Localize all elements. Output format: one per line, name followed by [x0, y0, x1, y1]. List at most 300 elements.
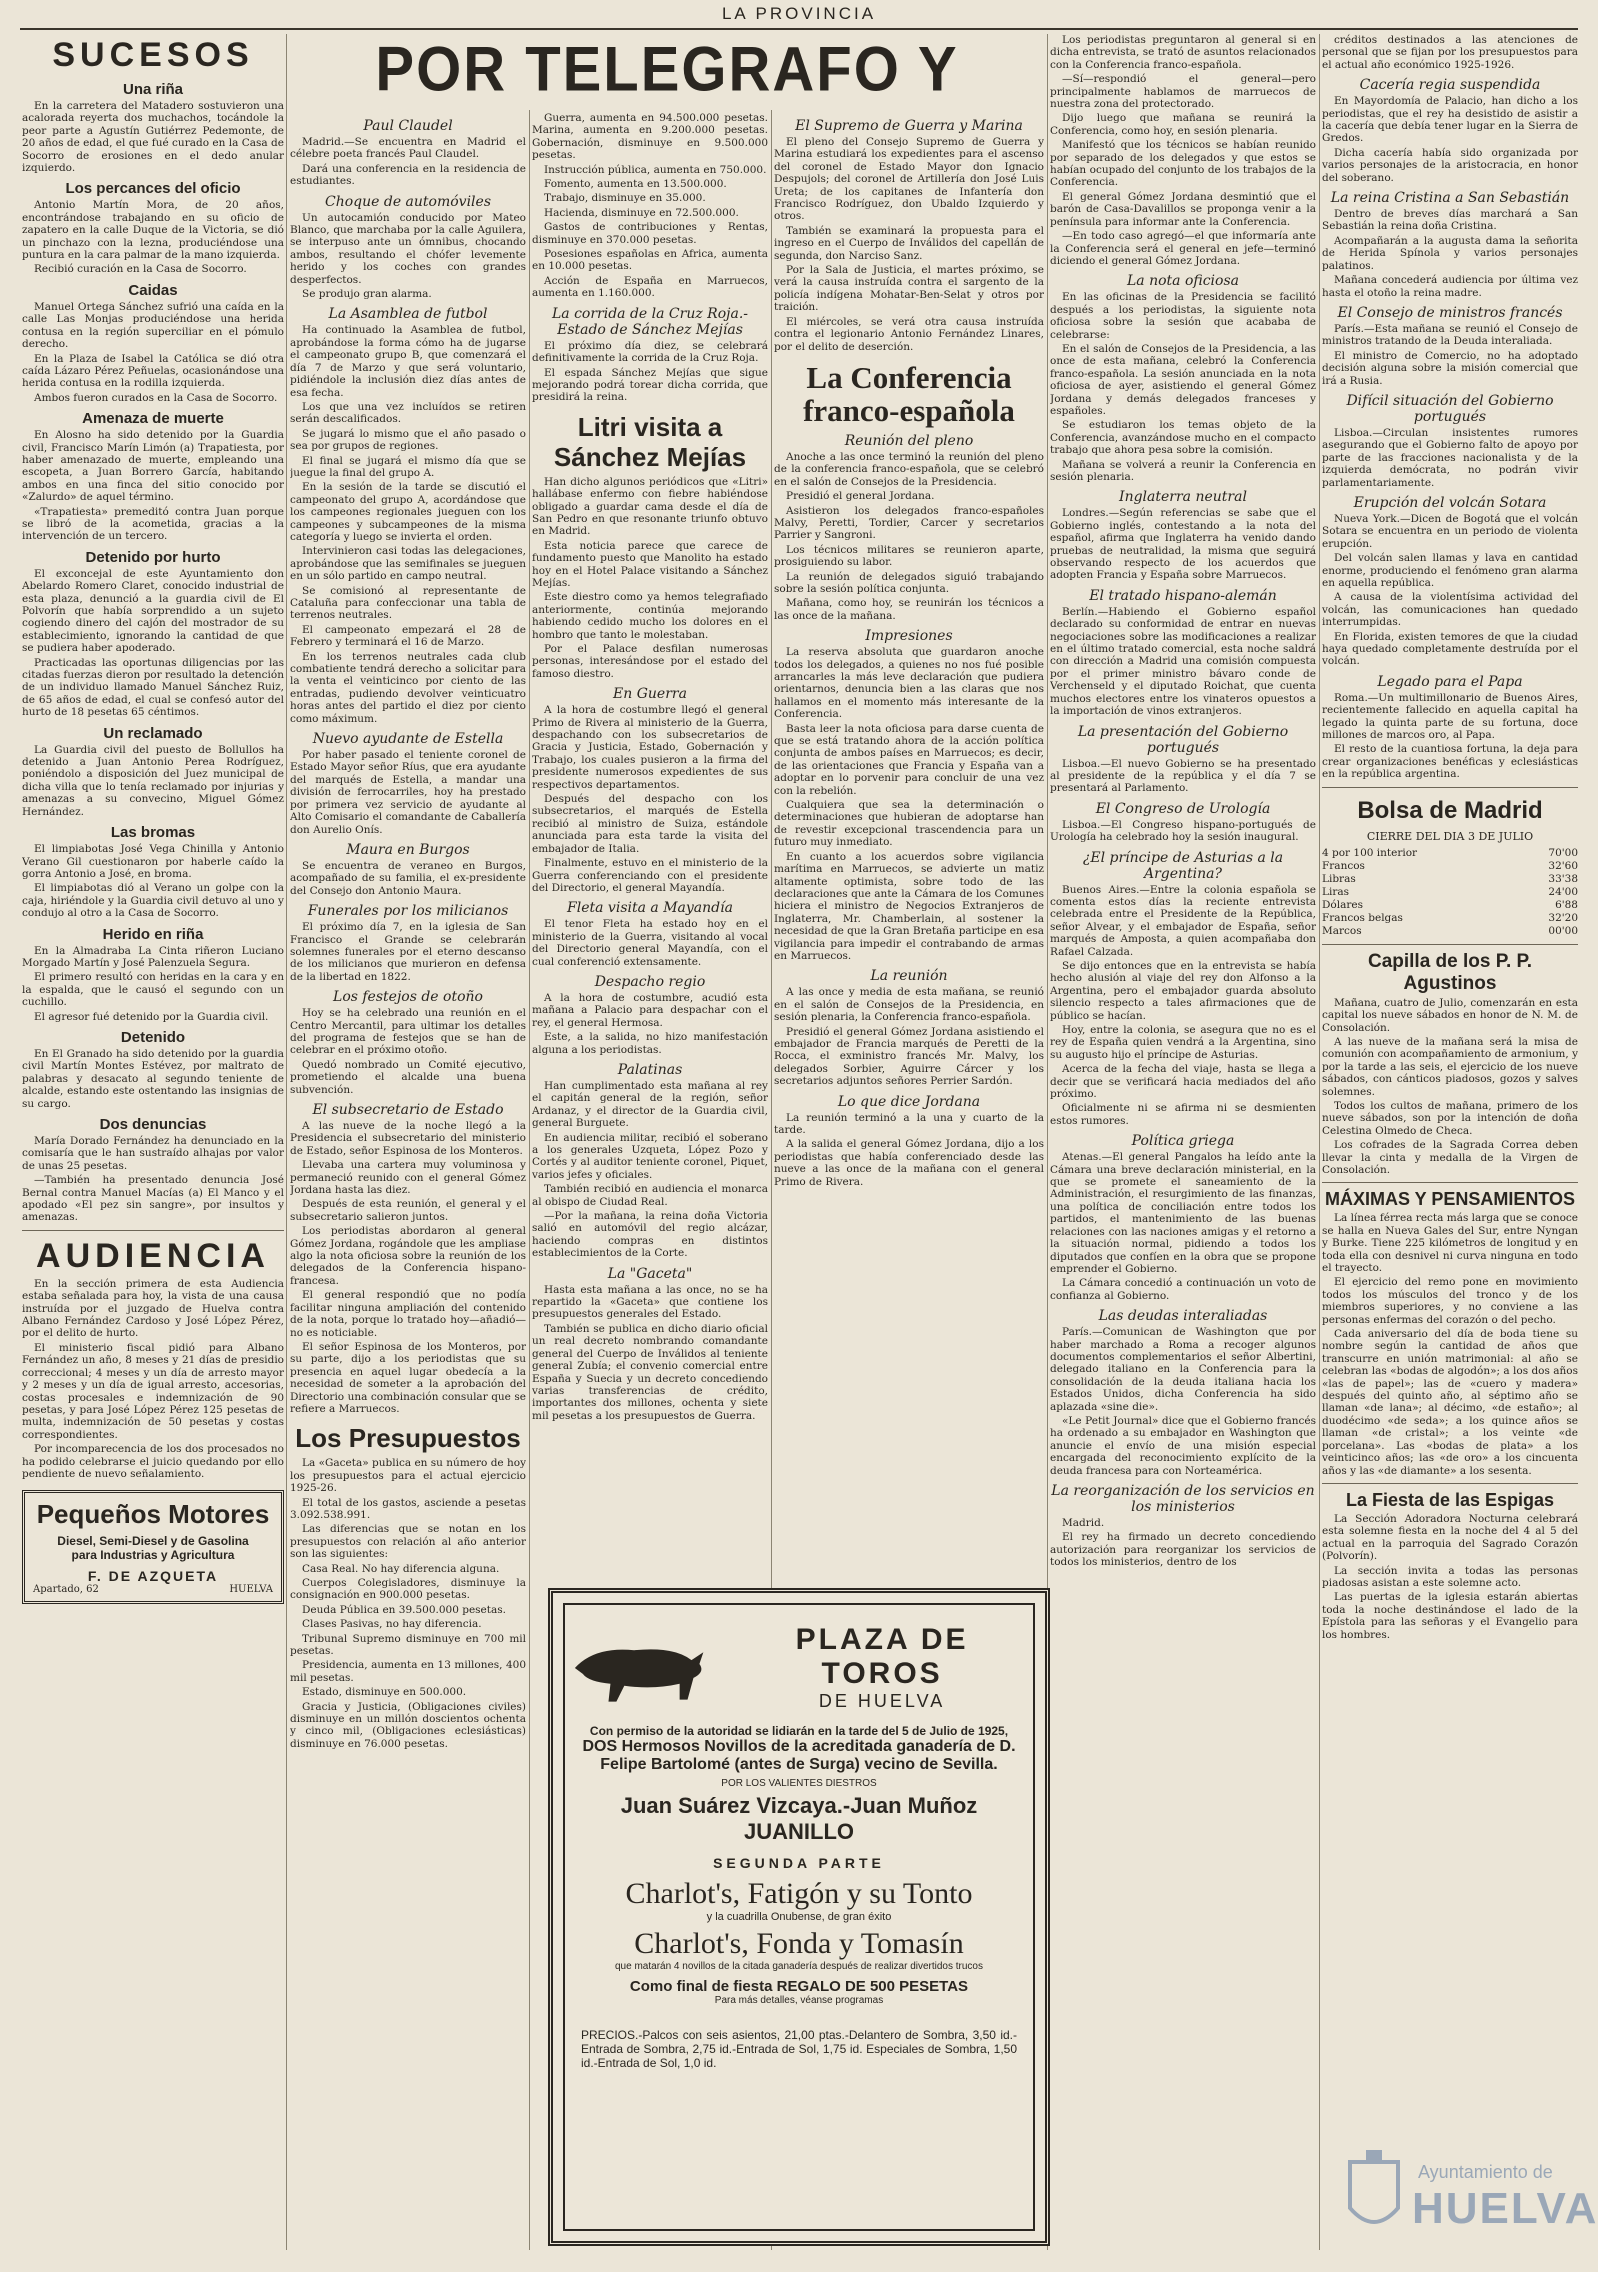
article [1050, 801, 1316, 844]
paragraph: Se encuentra de veraneo en Burgos, acompañado de su familia, el ex-presidente del Consejo don Antonio Maura. [290, 859, 526, 897]
section-title: La Conferencia franco-española [803, 359, 1015, 428]
article-heading: Las deudas interaliadas [1098, 1308, 1268, 1325]
column-rule [286, 34, 287, 2250]
article [1050, 1308, 1316, 1477]
paragraph: El espada Sánchez Mejías que sigue mejorando podrá torear dicha corrida, que presidirá la reina. [532, 366, 768, 404]
paragraph: Hasta esta mañana a las once, no se ha repartido la «Gaceta» que contiene los presupuestos generales del Estado. [532, 1283, 768, 1321]
paragraph: Han dicho algunos periódicos que «Litri» hallábase enfermo con fiebre habiéndose obligado a guardar cama desde el día de San Pedro en que resonante triunfo obtuvo en Madrid. [532, 475, 768, 538]
article-heading: Legado para el Papa [1377, 673, 1523, 690]
paragraph: El campeonato empezará el 28 de Febrero y terminará el 16 de Marzo. [290, 623, 526, 649]
paragraph: El general Gómez Jordana desmintió que el barón de Casa-Davalillos se propongа venir a la península para informar ante la Conferencia. [1050, 190, 1316, 228]
maximas-title: MÁXIMAS Y PENSAMIENTOS [1324, 1189, 1576, 1210]
article [774, 968, 1044, 1087]
article-heading: En Guerra [613, 686, 687, 703]
bolsa-label: Marcos [1322, 924, 1362, 937]
article [22, 282, 284, 404]
bolsa-value: 24'00 [1548, 885, 1578, 898]
paragraph: Manifestó que los técnicos se habían reunido por separado de los delegados y que estos se habían ocupado del conjunto de los trabajos de la Conferencia. [1050, 139, 1316, 189]
bolsa-row [1322, 899, 1578, 912]
article-heading: El Congreso de Urología [1095, 800, 1271, 817]
article-heading: Detenido por hurto [85, 548, 221, 566]
paragraph: Berlín.—Habiendo el Gobierno español declarado su conformidad de entrar en nuevas negociaciones sobre las modificaciones a realizar en el último tratado comercial, esta noche saldrá con dirección a Madrid una comisión compuesta por el primer ministro bávaro conde de Verchenseld y el diputado Roichat, que cuenta muchos electores entre los vinateros opuestos a la importación de vinos extranjeros. [1050, 605, 1316, 718]
ad-line: F. DE AZQUETA [87, 1568, 219, 1585]
paragraph: El total de los gastos, asciende a pesetas 3.092.538.991. [290, 1496, 526, 1521]
article [774, 433, 1044, 622]
paragraph: Cualquiera que sea la determinación o determinaciones que hubieran de adoptarse han de revestir excepcional trascendencia para un futuro muy inmediato. [774, 799, 1044, 849]
paragraph: Presidió el general Jordana. [786, 490, 935, 503]
ad-prices: PRECIOS.-Palcos con seis asientos, 21,00 ptas.-Delantero de Sombra, 3,50 id.-Entrada de Sombra, 2,75 id.-Entrada de Sol, 1,75 id. Especiales de Sombra, 1,50 id.-Entrada de Sol, 1,0 id. [581, 2028, 1017, 2070]
article [290, 842, 526, 897]
paragraph: El ejercicio del remo pone en movimiento todos los músculos del tronco y de los miembros superiores, y no conviene a las personas enfermas del corazón o del pecho. [1322, 1276, 1578, 1326]
article [290, 1102, 526, 1415]
paragraph: Recibió curación en la Casa de Socorro. [34, 263, 247, 276]
article-heading: La corrida de la Cruz Roja.-Estado de Sánchez Mejías [551, 305, 749, 338]
bolsa-label: 4 por 100 interior [1322, 846, 1418, 859]
paragraph: Presidió el general Gómez Jordana asistiendo el embajador de Francia marqués de Peretti de la Rocca, el exministro francés Mr. Malvy, los delegados Sorbier, Aguirre Cárcer y los secretarios adjuntos señores Perrier Sardón. [774, 1025, 1044, 1088]
ad-line: que matarán 4 novillos de la citada ganadería después de realizar divertidos trucos [615, 1961, 983, 1972]
paragraph: El miércoles, se verá otra causa instruída contra el legionario Antonio Fernández Linares, por el delito de deserción. [774, 315, 1044, 353]
bolsa-row [1322, 847, 1578, 860]
section-title: Los Presupuestos [295, 1423, 521, 1454]
paragraph: Los que una vez incluídos se retiren serán descalificados. [290, 400, 526, 426]
paragraph: Este diestro como ya hemos telegrafiado anteriormente, continúa mejorando habiendo cedido mucho los dolores en el hombro que tanto le molestaban. [532, 591, 768, 641]
article-heading: Dos denuncias [99, 1116, 207, 1133]
article-heading: Amenaza de muerte [82, 410, 224, 428]
presupuestos-body [290, 1457, 526, 1750]
article [22, 81, 284, 174]
paragraph: Casa Real. No hay diferencia alguna. [302, 1562, 500, 1575]
paragraph: Presidencia, aumenta en 13 millones, 400 mil pesetas. [290, 1659, 526, 1684]
bolsa-label: Dólares [1322, 898, 1363, 911]
paragraph: Nueva York.—Dicen de Bogotá que el volcán Sotara se encuentra en un periodo de violenta erupción. [1322, 512, 1578, 550]
article-heading: Una riña [122, 81, 183, 98]
divider [1322, 944, 1578, 945]
bolsa-value: 32'60 [1548, 859, 1578, 872]
paragraph: Los técnicos militares se reunieron aparte, prosiguiendo su labor. [774, 543, 1044, 569]
ad-line: Apartado, 62 [33, 1584, 99, 1596]
paragraph: A la hora de costumbre llegó el general Primo de Rivera al ministerio de la Guerra, despachando con los subsecretarios de Gracia y Justicia, Estado, Gobernación y Trabajo, los cuales pusieron a la firma del presidente numerosos expedientes de sus respectivos departamentos. [532, 704, 768, 791]
article [532, 686, 768, 894]
paragraph: Estado, disminuye en 500.000. [302, 1686, 467, 1699]
column-rule [529, 110, 530, 2250]
paragraph: A las nueve de la noche llegó a la Presidencia el subsecretario del ministerio de Estado, señor Espinosa de los Monteros. [290, 1120, 526, 1157]
paragraph: A la hora de costumbre, acudió esta mañana a Palacio para despachar con el rey, el general Hermosa. [532, 991, 768, 1029]
paragraph: Se produjo gran alarma. [302, 288, 432, 301]
article [1050, 489, 1316, 581]
article-heading: Detenido [120, 1028, 186, 1046]
paragraph: El limpiabotas José Vega Chinilla y Antonio Verano Gil cuestionaron por haberle caído la gorra Antonio a José, en broma. [22, 843, 284, 880]
paragraph: Dijo luego que mañana se reunirá la Conferencia, como hoy, en sesión plenaria. [1050, 112, 1316, 137]
col2-list [290, 118, 526, 1415]
paragraph: La línea férrea recta más larga que se conoce se halla en Nueva Gales del Sur, entre Nyngan y Burke. Tiene 225 kilómetros de longitud y en toda ella con desnivel ni curva ninguna en todo el trayecto. [1322, 1212, 1578, 1274]
paragraph: En la Plaza de Isabel la Católica se dió otra caída Lázaro Pérez Peñuelas, ocasionándose una herida contusa en la rodilla izquierda. [22, 352, 284, 390]
paragraph: El ministerio fiscal pidió para Albano Fernández un año, 8 meses y 21 días de presidio correccional; 4 meses y un día de arresto mayor y 2 meses y un día de igual arresto, accesorias, costas procesales e indemnización de 90 pesetas, y para José López Pérez 125 pesetas de multa, indemnización de 50 pesetas y costas correspondientes. [22, 1341, 284, 1441]
paragraph: París.—Esta mañana se reunió el Consejo de ministros tratando de la Deuda interaliada. [1322, 322, 1578, 348]
paragraph: Por incomparecencia de los dos procesados no ha podido celebrarse el juicio quedando por ello pendiente de nuevo señalamiento. [22, 1443, 284, 1480]
bolsa-label: Libras [1322, 872, 1356, 885]
article [774, 1094, 1044, 1188]
ad-title: PLAZA DE TOROS [795, 1623, 969, 1690]
paragraph: Ha continuado la Asamblea de futbol, aprobándose la forma cómo ha de jugarse el campeonato grupo B, que comenzará el día 7 de Marzo y que será voluntario, pidiéndole la inclusión diez días antes de esa fecha. [290, 324, 526, 399]
article [22, 725, 284, 818]
article [1050, 273, 1316, 483]
article-heading: Caidas [128, 281, 178, 299]
article-heading: Las bromas [110, 824, 196, 842]
ad-line: POR LOS VALIENTES DIESTROS [721, 1778, 877, 1789]
article [1322, 393, 1578, 489]
watermark-line: Ayuntamiento de [1418, 2162, 1553, 2182]
bolsa-row [1322, 873, 1578, 886]
article [532, 974, 768, 1056]
paragraph: Lisboa.—El nuevo Gobierno se ha presentado al presidente de la república y el día 7 se presentará al Parlamento. [1050, 757, 1316, 795]
column-6 [1322, 34, 1578, 2250]
bolsa-row [1322, 886, 1578, 899]
paragraph: El final se jugará el mismo día que se juegue la final del grupo A. [290, 454, 526, 479]
paragraph: El exconcejal de este Ayuntamiento don Abelardo Romero Claret, conocido industrial de esta plaza, denunció a la guardia civil de El Polvorín que había sorprendido a un sujeto cogiendo dinero del cajón del mostrador de su establecimiento, ignorando la cantidad de que se pudiera haber apoderado. [22, 567, 284, 655]
article [22, 549, 284, 719]
paragraph: Madrid.—Se encuentra en Madrid el célebre poeta francés Paul Claudel. [290, 136, 526, 161]
bolsa-label: Francos [1322, 859, 1365, 872]
paragraph: Las diferencias que se notan en los presupuestos con relación al año anterior son las siguientes: [290, 1523, 526, 1561]
paragraph: Los cofrades de la Sagrada Correa deben llevar la cinta y medalla de la Virgen de Consolación. [1322, 1139, 1578, 1176]
paragraph: El pleno del Consejo Supremo de Guerra y Marina estudiará los expedientes para el ascenso del coronel de Estado Mayor don Ignacio Despujols; del coronel de Artillería don José Luis Ureta; de los capitanes de Infantería don Francisco Rodríguez, don Ubaldo Izquierdo y otros. [774, 136, 1044, 223]
paragraph: Mañana se volverá a reunir la Conferencia en sesión plenaria. [1050, 458, 1316, 483]
article-heading: Erupción del volcán Sotara [1353, 494, 1547, 511]
article-heading: Nuevo ayudante de Estella [312, 731, 504, 748]
article [1322, 34, 1578, 71]
paragraph: Esta noticia parece que carece de fundamento puesto que Manolito ha estado hoy en el Hotel Palace visitando a Sánchez Mejías. [532, 539, 768, 589]
paragraph: La Guardia civil del puesto de Bollullos ha detenido a Juan Antonio Perea Rodríguez, poniéndolo a disposición del Juez municipal de dicha villa que lo tenía reclamado por injurias y amenazas a su convecino, Miguel Gómez Hernández. [22, 743, 284, 818]
paragraph: También se publica en dicho diario oficial un real decreto nombrando comandante general del Cuerpo de Inválidos al teniente general Zubía; el convenio comercial entre España y Suecia y un decreto concediendo varias transferencias de crédito, importantes dos millones, ochenta y siete mil pesetas a los presupuestos de Guerra. [532, 1322, 768, 1422]
paragraph: En Florida, existen temores de que la ciudad haya quedado completamente destruída por el volcán. [1322, 630, 1578, 668]
paragraph: La «Gaceta» publica en su número de hoy los presupuestos para el actual ejercicio 1925-26. [290, 1457, 526, 1495]
col3b-list [532, 686, 768, 1422]
article [1050, 1133, 1316, 1302]
article [1322, 77, 1578, 184]
watermark-ayuntamiento [1344, 2140, 1598, 2258]
paragraph: Londres.—Según referencias se sabe que el Gobierno inglés, contestando a la nota del español, afirma que Inglaterra ha venido dando pruebas de neutralidad, la misma que seguirá observando respecto de los acuerdos que adopten Francia y España sobre Marruecos. [1050, 507, 1316, 582]
paragraph: La sección invita a todas las personas piadosas asistan a este solemne acto. [1322, 1564, 1578, 1589]
paragraph: Gastos de contribuciones y Rentas, disminuye en 370.000 pesetas. [532, 221, 768, 246]
paragraph: Hoy, entre la colonia, se asegura que no es el rey de España quien vendrá a la Argentina, sino su augusto hijo el príncipe de Asturias. [1050, 1024, 1316, 1061]
col4a-list [774, 118, 1044, 353]
paragraph: Roma.—Un multimillonario de Buenos Aires, recientemente fallecido en aquella capital ha legado la quinta parte de su fortuna, doce millones de marcos oro, al Papa. [1322, 691, 1578, 742]
paragraph: Atenas.—El general Pangalos ha leído ante la Cámara una breve declaración ministerial, en la que se promete el saneamiento de la Administración, el resurgimiento de las finanzas, una política de conciliación entre todos los partidos, el mantenimiento de las buenas relaciones con las naciones amigas y el retorno a la situación normal, pidiendo a todos los diputados que confíen en la obra que se propone emprender el Gobierno. [1050, 1151, 1316, 1275]
paragraph: Tribunal Supremo disminuye en 700 mil pesetas. [290, 1632, 526, 1658]
article-heading: El tratado hispano-alemán [1089, 587, 1277, 604]
paragraph: A las nueve de la mañana será la misa de comunión con acompañamiento de armonium, y por la tarde a las seis, el ejercicio de los nueve sábados, con cánticos piadosos, gozos y salves solemnes. [1322, 1035, 1578, 1098]
article-heading: Política griega [1131, 1133, 1235, 1150]
ad-title: Pequeños Motores [36, 1499, 270, 1530]
paragraph: María Dorado Fernández ha denunciado en la comisaría que le han sustraído alhajas por valor de unas 25 pesetas. [22, 1135, 284, 1172]
article [532, 1266, 768, 1422]
article-heading: Despacho regio [594, 973, 706, 990]
article-heading: La reunión [870, 968, 948, 985]
article-heading: La presentación del Gobierno portugués [1077, 723, 1289, 756]
paragraph: El limpiabotas dió al Verano un golpe con la caja, hiriéndole y la Guardia civil detuvo al uno y condujo al otro a la Casa de Socorro. [22, 882, 284, 920]
paragraph: El agresor fué detenido por la Guardia civil. [34, 1010, 269, 1023]
capilla-body [1322, 997, 1578, 1177]
paragraph: El rey ha firmado un decreto concediendo autorización para reorganizar los servicios de todos los ministerios, dentro de los [1050, 1531, 1316, 1569]
article [22, 926, 284, 1023]
paragraph: A causa de la violentísima actividad del volcán, las comunicaciones han quedado interrumpidas. [1322, 591, 1578, 629]
article [1050, 724, 1316, 795]
paragraph: Clases Pasivas, no hay diferencia. [302, 1618, 482, 1631]
ad-plaza-de-toros [548, 1588, 1050, 2246]
paragraph: Dentro de breves días marchará a San Sebastián la reina doña Cristina. [1322, 208, 1578, 233]
paragraph: Lisboa.—Circulan insistentes rumores asegurando que el Gobierno falto de apoyo por parte de las fracciones nacionalista y de la izquierda demócrata, no podrán vivir parlamentariamente. [1322, 426, 1578, 489]
paragraph: Oficialmente ni se afirma ni se desmienten estos rumores. [1050, 1102, 1316, 1127]
paragraph: En Alosno ha sido detenido por la Guardia civil, Francisco Marín Limón (a) Trapatiesta, por haber amenazado de muerte, empleando una escopeta, a Juan Borrero García, habitando ambos en una finca del sitio conocido por «Zalurdo» de aquel término. [22, 429, 284, 504]
ad-line: HUELVA [229, 1584, 273, 1596]
ad-line: Charlot's, Fonda y Tomasín [634, 1927, 964, 1960]
paragraph: El resto de la cuantiosa fortuna, la deja para crear organizaciones benéficas y eclesiásticas en la república argentina. [1322, 743, 1578, 781]
paragraph: Antonio Martín Mora, de 20 años, encontrándose trabajando en su oficio de zapatero en la calle Duque de la Victoria, se dió un pinchazo con la lezna, produciéndose una puntura en la cara palmar de la mano izquierda. [22, 199, 284, 262]
article [1050, 588, 1316, 718]
section-title: Litri visita a Sánchez Mejías [553, 411, 747, 472]
paragraph: Ambos fueron curados en la Casa de Socorro. [34, 391, 278, 404]
paragraph: Un autocamión conducido por Mateo Blanco, que marchaba por la calle Aguilera, se interpuso ante un ómnibus, chocando ambos, resultando el chófer levemente herido y los coches con grandes desperfectos. [290, 211, 526, 286]
ad-line: Para más detalles, véanse programas [714, 1995, 884, 2006]
article [22, 824, 284, 919]
article [532, 900, 768, 968]
article [290, 989, 526, 1096]
article [1322, 305, 1578, 387]
col3-list [532, 112, 768, 404]
bull-icon [565, 1628, 713, 1708]
paragraph: créditos destinados a las atenciones de personal que se fijan por los presupuestos para el actual año económico 1925-1926. [1322, 34, 1578, 71]
paragraph: Por la Sala de Justicia, el martes próximo, se verá la causa instruída contra el sargento de la policía indígena Mohatar-Ben-Selat y otros por traición. [774, 264, 1044, 314]
paragraph: En Mayordomía de Palacio, han dicho a los periodistas, que el rey ha desistido de asistir a la cacería que debía tener lugar en la Sierra de Gredos. [1322, 95, 1578, 145]
article [22, 1116, 284, 1224]
article [290, 194, 526, 301]
paragraph: Mañana concederá audiencia por última vez hasta el otoño la reina madre. [1322, 274, 1578, 299]
paragraph: Madrid. [1062, 1517, 1105, 1529]
paragraph: La reunión terminó a la una y cuarto de la tarde. [774, 1111, 1044, 1136]
column-2 [290, 112, 526, 2250]
bolsa-label: Liras [1322, 885, 1349, 898]
paragraph: Anoche a las once terminó la reunión del pleno de la conferencia franco-española, que se celebró en el salón de Consejos de la Presidencia. [774, 450, 1044, 488]
paragraph: A la salida el general Gómez Jordana, dijo a los periodistas que había conferenciado desde las nueve a las once de la mañana con el general Primo de Rivera. [774, 1138, 1044, 1188]
paragraph: —Por la mañana, la reina doña Victoria salió en automóvil del regio alcázar, haciendo compras en distintos establecimientos de la Corte. [532, 1210, 768, 1260]
article-heading: Los festejos de otoño [333, 989, 483, 1006]
article-heading: El subsecretario de Estado [312, 1102, 504, 1118]
paragraph: En cuanto a los acuerdos sobre vigilancia marítima en Marruecos, se advierte un matiz altamente optimista, sobre todo de las declaraciones que ante la Cámara de los Comunes hiciera el ministro de Negocios Extranjeros de Inglaterra, Mr. Chamberlain, al sostener la necesidad de que la Gran Bretaña participe en esa vigilancia para impedir el contrabando de armas en Marruecos. [774, 850, 1044, 962]
paragraph: Los periodistas preguntaron al general si en dicha entrevista, se trató de asuntos relacionados con la Conferencia franco-española. [1050, 34, 1316, 71]
article [290, 731, 526, 836]
article-heading: La Asamblea de futbol [328, 306, 488, 323]
paragraph: Trabajo, disminuye en 35.000. [544, 192, 706, 205]
paragraph: Mañana, cuatro de Julio, comenzarán en esta capital los nueve sábados en honor de N. M. de Consolación. [1322, 996, 1578, 1034]
article [532, 112, 768, 300]
ad-line: SEGUNDA PARTE [713, 1855, 885, 1871]
bolsa-table [1322, 847, 1578, 938]
paragraph: —Sí—respondió el general—pero principalmente hablamos de marruecos de nuestra zona del protectorado. [1050, 73, 1316, 111]
paragraph: También se examinará la propuesta para el ingreso en el Cuerpo de Inválidos del capellán de segunda, don Narciso Sanz. [774, 224, 1044, 262]
espigas-title: La Fiesta de las Espigas [1345, 1489, 1555, 1510]
paragraph: Las puertas de la iglesia estarán abiertas toda la noche destinándose el lado de la Epístola para las señoras y el Evangelio para los hombres. [1322, 1591, 1578, 1641]
section-title: SUCESOS [52, 36, 254, 74]
article [1322, 190, 1578, 299]
ad-line: Con permiso de la autoridad se lidiarán en la tarde del 5 de Julio de 1925, [589, 1724, 1009, 1738]
paragraph: La reserva absoluta que guardaron anoche todos los delegados, a quienes no nos fué posible arrancarles la más leve declaración que pudiera orientarnos, denuncia bien a las claras que nos hallamos en el momento más interesante de la Conferencia. [774, 646, 1044, 721]
article-heading: La nota oficiosa [1126, 273, 1239, 290]
ad-line: para Industrias y Agricultura [71, 1548, 235, 1563]
watermark-line: HUELVA [1412, 2184, 1598, 2233]
article-heading: Un reclamado [103, 724, 203, 742]
paragraph: Acompañarán a la augusta dama la señorita de Herida Spínola y varios personajes palatinos. [1322, 234, 1578, 272]
ad-line: DOS Hermosos Novillos de la acreditada ganadería de D. Felipe Bartolomé (antes de Surga) vecino de Sevilla. [582, 1738, 1016, 1773]
paragraph: En el salón de Consejos de la Presidencia, a las once de esta mañana, celebró la Conferencia franco-española. La sesión anunciada en la nota oficiosa de ayer, asistiendo el general Gómez Jordana y demás delegados franceses y españoles. [1050, 342, 1316, 417]
article-heading: El Consejo de ministros francés [1337, 304, 1563, 321]
paragraph: El primero resultó con heridas en la cara y en la espalda, que le causó el segundo con un cuchillo. [22, 971, 284, 1009]
maximas-body [1322, 1212, 1578, 1477]
paragraph: Dará una conferencia en la residencia de estudiantes. [290, 162, 526, 188]
paragraph: Asistieron los delegados franco-españoles Malvy, Peretti, Tordier, Carcer y secretarios Parrier y Sangroni. [774, 504, 1044, 542]
paragraph: Guerra, aumenta en 94.500.000 pesetas. Marina, aumenta en 9.200.000 pesetas. Gobernación, disminuye en 9.500.000 pesetas. [532, 112, 768, 162]
divider [1322, 1182, 1578, 1183]
ad-motores [22, 1490, 284, 1604]
paragraph: Se jugará lo mismo que el año pasado o sea por grupos de regiones. [290, 427, 526, 453]
paragraph: Este, a la salida, no hizo manifestación alguna a los periodistas. [532, 1031, 768, 1056]
conferencia-list [774, 433, 1044, 1188]
paragraph: Hoy se ha celebrado una reunión en el Centro Mercantil, para ultimar los detalles del programa de festejos que se han de celebrar en el próximo otoño. [290, 1007, 526, 1057]
column-sucesos [22, 34, 284, 2250]
article-heading: Funerales por los milicianos [307, 903, 509, 920]
paragraph: «Le Petit Journal» dice que el Gobierno francés ha ordenado a su embajador en Washington que anuncie el envío de una misión especial encargada del reconocimiento explícito de la deuda francesa para con Norteamérica. [1050, 1414, 1316, 1477]
ad-line: y la cuadrilla Onubense, de gran éxito [706, 1911, 892, 1923]
ad-line: Diesel, Semi-Diesel y de Gasolina [57, 1534, 249, 1549]
paragraph: En El Granado ha sido detenido por la guardia civil Martín Montes Estévez, por maltrato de palabras y desacato al segundo teniente de alcalde, estando este ostentando las insignias de su cargo. [22, 1047, 284, 1110]
article-heading: Fleta visita a Mayandía [567, 900, 733, 917]
paragraph: Practicadas las oportunas diligencias por las citadas fuerzas dieron por resultado la detención de un individuo llamado Manuel Sánchez Ruiz, de 65 años de edad, el cual se confesó autor del hurto de 18 pesetas 65 céntimos. [22, 656, 284, 719]
article [22, 1029, 284, 1110]
paragraph: Instrucción pública, aumenta en 750.000. [544, 163, 767, 176]
paragraph: La Cámara concedió a continuación un voto de confianza al Gobierno. [1050, 1277, 1316, 1302]
divider [1322, 787, 1578, 788]
paragraph: El tenor Fleta ha estado hoy en el ministerio de la Guerra, visitando al vocal del Directorio general Mayandía, con el cual conferenció extensamente. [532, 918, 768, 968]
article-heading: El Supremo de Guerra y Marina [795, 118, 1023, 134]
headline: POR TELEGRAFO Y [375, 34, 959, 105]
paragraph: Se dijo entonces que en la entrevista se había hecho alusión al viaje del rey don Alfonso a la Argentina, pero el embajador guarda absoluto silencio respecto a tales afirmaciones que de público se hacían. [1050, 959, 1316, 1022]
article [1050, 850, 1316, 1128]
paragraph: Todos los cultos de mañana, primero de los nueve sábados, son por la intención de doña Celestina Olmedo de Checa. [1322, 1099, 1578, 1137]
article [532, 306, 768, 404]
paragraph: Posesiones españolas en Africa, aumenta en 10.000 pesetas. [532, 248, 768, 273]
ad-frame [563, 1603, 1035, 2231]
article [290, 118, 526, 188]
paragraph: Después del despacho con los subsecretarios, el marqués de Estella recibió al ministro de Suiza, estándole anunciada para esta tarde la visita del embajador de Italia. [532, 793, 768, 855]
article-heading: Maura en Burgos [346, 841, 470, 858]
bolsa-title: Bolsa de Madrid [1357, 796, 1543, 824]
paragraph: Se comisionó al representante de Cataluña para confeccionar una tabla de terrenos neutrales. [290, 584, 526, 622]
article [22, 410, 284, 543]
ad-line: Como final de fiesta REGALO DE 500 PESETAS [629, 1978, 969, 1995]
paragraph: Deuda Pública en 39.500.000 pesetas. [302, 1603, 506, 1616]
article-heading: Difícil situación del Gobierno portugués [1346, 392, 1554, 425]
paragraph: «Trapatiesta» premeditó contra Juan porque se libró de la acometida, gracias a la intervención de un tercero. [22, 505, 284, 543]
ad-line: Charlot's, Fatigón y su Tonto [625, 1877, 973, 1910]
paragraph: Por haber pasado el teniente coronel de Estado Mayor señor Ríus, que era ayudante del marqués de Estella, a mandar una división de ferrocarriles, hoy ha prestado por primera vez servicio de ayudante al Alto Comisario el comandante de Caballería don Aurelio Onís. [290, 749, 526, 836]
article-heading: La reina Cristina a San Sebastián [1330, 190, 1570, 207]
article-heading: Cacería regia suspendida [1359, 77, 1541, 94]
paragraph: En los terrenos neutrales cada club combatiente tendrá derecho a solicitar para la venta el veinticinco por ciento de las entradas, pudiendo devolver veinticuatro horas antes del partido el diez por ciento como máximum. [290, 650, 526, 725]
ad-subtitle: DE HUELVA [818, 1691, 946, 1711]
paragraph: Los periodistas abordaron al general Gómez Jordana, rogándole que les ampliase algo la nota oficiosa sobre la reunión de los delegados de la Conferencia hispano-francesa. [290, 1225, 526, 1287]
paragraph: También recibió en audiencia el monarca al obispo de Ciudad Real. [532, 1183, 768, 1208]
paragraph: Quedó nombrado un Comité ejecutivo, prometiendo el alcalde una buena subvención. [290, 1058, 526, 1096]
article [22, 180, 284, 275]
paragraph: —En todo caso agregó—el que informaría ante la Conferencia será el general en jefe—terminó diciendo el general Gómez Jordana. [1050, 230, 1316, 267]
article-heading: Herido en riña [102, 925, 204, 943]
paragraph: En la carretera del Matadero sostuvieron una acalorada reyerta dos muchachos, tocándole la peor parte a Agustín Gutiérrez Pedemonte, de 20 años de edad, el que fué curado en la Casa de Socorro de erosiones en el dedo anular izquierdo. [22, 100, 284, 175]
column-4 [774, 112, 1044, 1582]
bolsa-value: 32'20 [1548, 911, 1578, 924]
bolsa-subtitle: CIERRE DEL DIA 3 DE JULIO [1366, 829, 1534, 843]
article-heading: Choque de automóviles [324, 193, 492, 210]
article-heading: La "Gaceta" [607, 1265, 693, 1282]
paragraph: En las oficinas de la Presidencia se facilitó después a los periodistas, la siguiente nota oficiosa sobre la sesión que acababa de celebrarse: [1050, 291, 1316, 341]
paragraph: París.—Comunican de Washington que por haber marchado a Roma a recoger algunos documentos complementarios el señor Albertini, delegado italiano en la Conferencia para la consolidación de la deuda italiana hacia los Estados Unidos, dicha Conferencia ha sido aplazada «sine die». [1050, 1326, 1316, 1413]
col5-list [1050, 34, 1316, 1569]
paragraph: El general respondió que no podía facilitar ninguna ampliación del contenido de la nota, porque lo tratado hoy—añadió—no es noticiable. [290, 1289, 526, 1339]
bolsa-value: 6'88 [1555, 898, 1578, 911]
article [532, 1062, 768, 1260]
paragraph: Mañana, como hoy, se reunirán los técnicos a las once de la mañana. [774, 597, 1044, 622]
paragraph: En la sesión de la tarde se discutió el campeonato del grupo A, acordándose que los campeones regionales jueguen con los campeones y subcampeones de la misma categoría y luego se invierta el orden. [290, 481, 526, 543]
paragraph: Después de esta reunión, el general y el subsecretario salieron juntos. [290, 1198, 526, 1223]
article-heading: Paul Claudel [363, 118, 453, 134]
article [1322, 674, 1578, 781]
sucesos-list [22, 81, 284, 1224]
audiencia-body [22, 1278, 284, 1481]
paragraph: En audiencia militar, recibió el soberano a los generales Uzqueta, López Pozo y Cortés y al auditor teniente coronel, Piquet, varios jefes y oficiales. [532, 1131, 768, 1181]
ad-line: Juan Suárez Vizcaya.-Juan Muñoz JUANILLO [620, 1793, 978, 1844]
article-heading: Reunión del pleno [844, 432, 974, 449]
paragraph: Fomento, aumenta en 13.500.000. [544, 178, 727, 191]
paragraph: Cada aniversario del día de boda tiene su nombre según la cantidad de años que transcurre en unión matrimonial: al año se celebran las «bodas de algodón»; a los dos años «las de papel»; las de «cuero y madera» después del quinto año, al séptimo año se llaman «de lana»; al décimo, «de estaño»; al duodécimo «de seda»; a los quince años se llaman «de cristal»; a los veinte «de porcelana». Las «bodas de plata» a los veinticinco años; las «de oro» a los cincuenta años y las «de diamante» a los sesenta. [1322, 1328, 1578, 1477]
paragraph: Acerca de la fecha del viaje, hasta se llega a decir que se verificará hacia mediados del año próximo. [1050, 1063, 1316, 1101]
article-heading: Inglaterra neutral [1119, 489, 1247, 506]
paragraph: La Sección Adoradora Nocturna celebrará esta solemne fiesta en la noche del 4 al 5 del actual en la parroquia del Sagrado Corazón (Polvorín). [1322, 1512, 1578, 1563]
bolsa-value: 33'38 [1548, 872, 1578, 885]
bolsa-value: 00'00 [1548, 924, 1578, 937]
article-heading: ¿El príncipe de Asturias a la Argentina? [1082, 849, 1284, 882]
col6-list [1322, 34, 1578, 781]
paragraph: Gracia y Justicia, (Obligaciones civiles) disminuye en un millón doscientos ochenta y cinco mil, (Obligaciones eclesiásticas) disminuye en 76.000 pesetas. [290, 1700, 526, 1750]
paragraph: Lisboa.—El Congreso hispano-portugués de Urología ha celebrado hoy la sesión inaugural. [1050, 818, 1316, 844]
paragraph: El señor Espinosa de los Monteros, por su parte, dijo a los periodistas que su presencia en aquel lugar obedecía a la necesidad de someter a la aprobación del Directorio una combinación consular que se refiere a Marruecos. [290, 1340, 526, 1415]
bolsa-label: Francos belgas [1322, 911, 1403, 924]
article [774, 628, 1044, 962]
paragraph: Cuerpos Colegisladores, disminuye la consignación en 900.000 pesetas. [290, 1577, 526, 1602]
bolsa-row [1322, 860, 1578, 873]
article-heading: Los percances del oficio [65, 180, 241, 198]
bolsa-row [1322, 925, 1578, 938]
article-heading: La reorganización de los servicios en los ministerios [1051, 1483, 1315, 1515]
espigas-body [1322, 1513, 1578, 1641]
paragraph: La reunión de delegados siguió trabajando sobre la sesión política conjunta. [774, 570, 1044, 595]
article-heading: Palatinas [617, 1061, 683, 1078]
masthead: LA PROVINCIA [20, 4, 1578, 30]
paragraph: Basta leer la nota oficiosa para darse cuenta de que se está tratando ahora de la acción política conjunta de ambos países en Marruecos; es decir, de las orientaciones que Francia y España van a adoptar en lo porvenir para concluir de una vez con la rebelión. [774, 722, 1044, 797]
paragraph: Llevaba una cartera muy voluminosa y permaneció reunido con el general Gómez Jordana hasta las diez. [290, 1159, 526, 1197]
paragraph: A las once y media de esta mañana, se reunió en el salón de Consejos de la Presidencia, en sesión plenaria, la Conferencia franco-española. [774, 986, 1044, 1024]
article [1050, 1483, 1316, 1569]
article [290, 903, 526, 983]
paragraph: Acción de España en Marruecos, aumenta en 1.160.000. [532, 274, 768, 300]
paragraph: El ministro de Comercio, no ha adoptado decisión alguna sobre la misión comercial que irá a Rusia. [1322, 349, 1578, 387]
